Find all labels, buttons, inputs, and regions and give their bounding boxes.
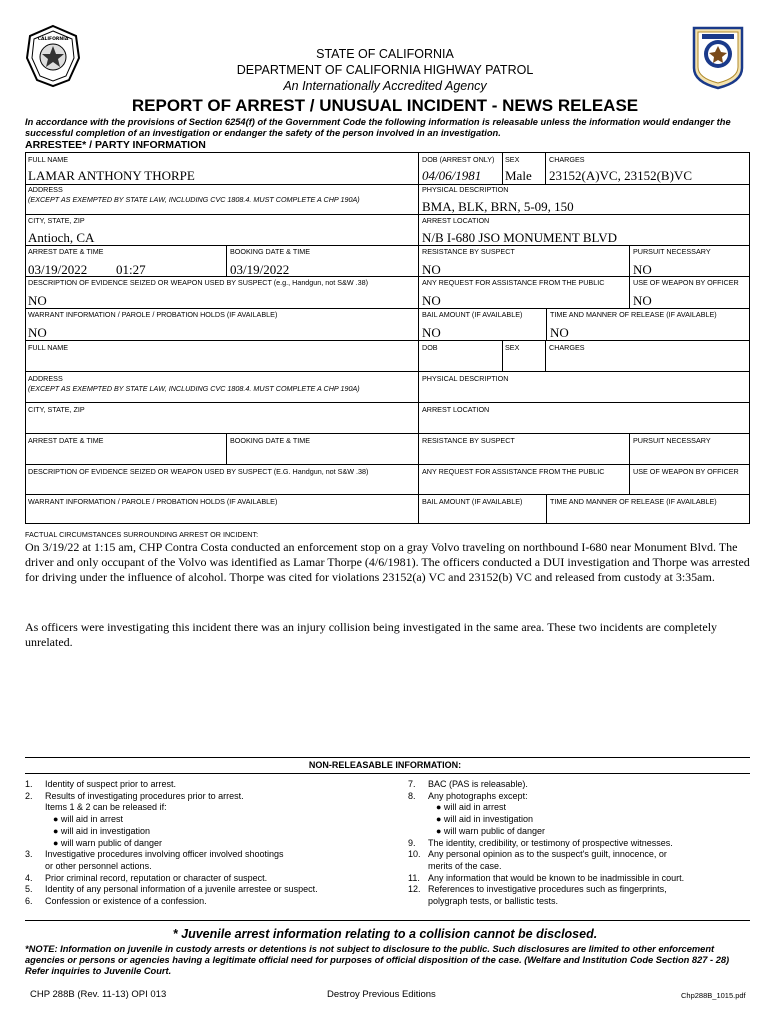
label-resistance: RESISTANCE BY SUSPECT xyxy=(422,247,515,256)
label-address-2: ADDRESS xyxy=(28,374,63,383)
label-evidence: DESCRIPTION OF EVIDENCE SEIZED OR WEAPON USED BY SUSPECT (e.g., Handgun, not S&W .38) xyxy=(28,278,369,287)
value-weapon-officer[interactable]: NO xyxy=(633,293,652,308)
label-assistance: ANY REQUEST FOR ASSISTANCE FROM THE PUBLIC xyxy=(422,278,605,287)
label-address-note-2: (EXCEPT AS EXEMPTED BY STATE LAW, INCLUDING CVC 1808.4. MUST COMPLETE A CHP 190A) xyxy=(28,384,360,393)
list-item: or other personnel actions. xyxy=(45,860,152,871)
label-city-2: CITY, STATE, ZIP xyxy=(28,405,85,414)
non-releasable-right-list xyxy=(408,779,748,908)
label-sex: SEX xyxy=(505,155,520,164)
divider xyxy=(25,757,750,758)
footer-form-number: CHP 288B (Rev. 11-13) OPI 013 xyxy=(30,989,167,1000)
svg-text:CALIFORNIA: CALIFORNIA xyxy=(37,37,69,42)
label-weapon-officer: USE OF WEAPON BY OFFICER xyxy=(633,278,739,287)
list-item: ● will aid in arrest xyxy=(436,802,506,813)
label-physical-description-2: PHYSICAL DESCRIPTION xyxy=(422,374,509,383)
list-item: 10. Any personal opinion as to the suspect's guilt, innocence, or xyxy=(408,849,667,860)
label-full-name: FULL NAME xyxy=(28,155,69,164)
juvenile-note: *NOTE: Information on juvenile in custody arrests or detentions is not subject to disclosure to the public. Such disclosures are limited to other enforcement agencies or persons or agencies having a legitimate official need for purposes of official disposition of the case. (Welfare and Institution Code Section 827 - 28) Refer inquiries to Juvenile Court. xyxy=(25,944,730,976)
label-bail: BAIL AMOUNT (IF AVAILABLE) xyxy=(422,310,523,319)
list-item: 4. Prior criminal record, reputation or character of suspect. xyxy=(25,872,268,883)
label-full-name-2: FULL NAME xyxy=(28,343,69,352)
label-assistance-2: ANY REQUEST FOR ASSISTANCE FROM THE PUBLIC xyxy=(422,467,605,476)
label-warrant-2: WARRANT INFORMATION / PAROLE / PROBATION HOLDS (IF AVAILABLE) xyxy=(28,497,278,506)
label-arrest-location-2: ARREST LOCATION xyxy=(422,405,490,414)
value-charges[interactable]: 23152(A)VC, 23152(B)VC xyxy=(549,168,692,183)
list-item: 1. Identity of suspect prior to arrest. xyxy=(25,779,177,789)
value-release[interactable]: NO xyxy=(550,325,569,340)
value-assistance[interactable]: NO xyxy=(422,293,441,308)
label-evidence-2: DESCRIPTION OF EVIDENCE SEIZED OR WEAPON USED BY SUSPECT (E.G. Handgun, not S&W .38) xyxy=(28,467,369,476)
non-releasable-title: NON-RELEASABLE INFORMATION: xyxy=(308,760,462,770)
list-item: 11. Any information that would be known to be inadmissible in court. xyxy=(408,872,685,883)
list-item: 2. Results of investigating procedures prior to arrest. xyxy=(25,790,244,801)
footer-filename: Chp288B_1015.pdf xyxy=(681,991,746,1000)
value-physical-description[interactable]: BMA, BLK, BRN, 5-09, 150 xyxy=(422,199,574,214)
label-release: TIME AND MANNER OF RELEASE (IF AVAILABLE) xyxy=(550,310,717,319)
divider xyxy=(25,920,750,921)
non-releasable-left-list xyxy=(25,779,395,908)
label-resistance-2: RESISTANCE BY SUSPECT xyxy=(422,436,515,445)
value-resistance[interactable]: NO xyxy=(422,262,441,277)
label-weapon-officer-2: USE OF WEAPON BY OFFICER xyxy=(633,467,739,476)
list-item: ● will aid in arrest xyxy=(53,814,123,825)
label-booking-date-2: BOOKING DATE & TIME xyxy=(230,436,311,445)
value-arrest-time[interactable]: 01:27 xyxy=(116,262,146,277)
list-item: ● will warn public of danger xyxy=(53,837,162,848)
list-item: 12. References to investigative procedures such as fingerprints, xyxy=(408,884,667,895)
label-arrest-date: ARREST DATE & TIME xyxy=(28,247,104,256)
label-bail-2: BAIL AMOUNT (IF AVAILABLE) xyxy=(422,497,523,506)
label-pursuit-2: PURSUIT NECESSARY xyxy=(633,436,711,445)
label-physical-description: PHYSICAL DESCRIPTION xyxy=(422,185,509,194)
narrative-paragraph-1: On 3/19/22 at 1:15 am, CHP Contra Costa conducted an enforcement stop on a gray Volvo traveling on northbound I-680 near Monument Blvd. The driver and only occupant of the Volvo was identified as Lamar Thorpe (4/6/1981). The officers conducted a DUI investigation and Thorpe was arrested for driving under the influence of alcohol. Thorpe was cited for violations 23152(a) VC and 23152(b) VC and released from custody at 3:35am. xyxy=(25,540,750,584)
value-full-name[interactable]: LAMAR ANTHONY THORPE xyxy=(28,168,195,183)
divider xyxy=(25,773,750,774)
list-item: ● will aid in investigation xyxy=(436,814,533,825)
list-item: 5. Identity of any personal information of a juvenile arrestee or suspect. xyxy=(25,884,318,895)
header-accreditation: An Internationally Accredited Agency xyxy=(283,79,487,93)
label-charges: CHARGES xyxy=(549,155,585,164)
value-dob[interactable]: 04/06/1981 xyxy=(422,168,482,183)
label-city: CITY, STATE, ZIP xyxy=(28,216,85,225)
list-item: 6. Confession or existence of a confession. xyxy=(25,896,207,907)
label-arrest-date-2: ARREST DATE & TIME xyxy=(28,436,104,445)
value-city[interactable]: Antioch, CA xyxy=(28,230,95,245)
label-arrest-location: ARREST LOCATION xyxy=(422,216,490,225)
label-sex-2: SEX xyxy=(505,343,520,352)
intro-text: In accordance with the provisions of Section 6254(f) of the Government Code the following information is releasable unless the information would endanger the successful completion of an investigation or endanger the safety of the person involved in an investigation. xyxy=(25,117,731,138)
list-item: merits of the case. xyxy=(428,860,502,871)
list-item: ● will warn public of danger xyxy=(436,825,545,836)
page-title: REPORT OF ARREST / UNUSUAL INCIDENT - NEWS RELEASE xyxy=(131,96,639,115)
value-warrant[interactable]: NO xyxy=(28,325,47,340)
value-pursuit[interactable]: NO xyxy=(633,262,652,277)
label-pursuit: PURSUIT NECESSARY xyxy=(633,247,711,256)
list-item: 7. BAC (PAS is releasable). xyxy=(408,779,528,789)
value-sex[interactable]: Male xyxy=(505,168,532,183)
label-warrant: WARRANT INFORMATION / PAROLE / PROBATION HOLDS (IF AVAILABLE) xyxy=(28,310,278,319)
juvenile-notice: * Juvenile arrest information relating to a collision cannot be disclosed. xyxy=(172,927,598,941)
list-item: 3. Investigative procedures involving officer involved shootings xyxy=(25,849,284,860)
label-booking-date: BOOKING DATE & TIME xyxy=(230,247,311,256)
value-arrest-date[interactable]: 03/19/2022 xyxy=(28,262,88,277)
footer-center: Destroy Previous Editions xyxy=(327,989,436,1000)
value-evidence[interactable]: NO xyxy=(28,293,47,308)
value-booking-date[interactable]: 03/19/2022 xyxy=(230,262,290,277)
header-department: DEPARTMENT OF CALIFORNIA HIGHWAY PATROL xyxy=(236,63,534,77)
list-item: Items 1 & 2 can be released if: xyxy=(45,802,167,813)
list-item: ● will aid in investigation xyxy=(53,825,150,836)
list-item: polygraph tests, or ballistic tests. xyxy=(428,896,559,907)
label-address-note: (EXCEPT AS EXEMPTED BY STATE LAW, INCLUDING CVC 1808.4. MUST COMPLETE A CHP 190A) xyxy=(28,195,360,204)
label-release-2: TIME AND MANNER OF RELEASE (IF AVAILABLE) xyxy=(550,497,717,506)
label-charges-2: CHARGES xyxy=(549,343,585,352)
narrative-paragraph-2: As officers were investigating this incident there was an injury collision being investigated in the same area. These two incidents are completely unrelated. xyxy=(25,620,718,649)
list-item: 8. Any photographs except: xyxy=(408,790,528,801)
value-bail[interactable]: NO xyxy=(422,325,441,340)
label-dob: DOB (ARREST ONLY) xyxy=(422,155,495,164)
label-address: ADDRESS xyxy=(28,185,63,194)
list-item: 9. The identity, credibility, or testimony of prospective witnesses. xyxy=(408,837,673,848)
label-factual: FACTUAL CIRCUMSTANCES SURROUNDING ARREST OR INCIDENT: xyxy=(25,530,259,539)
label-dob-2: DOB xyxy=(422,343,438,352)
value-arrest-location[interactable]: N/B I-680 JSO MONUMENT BLVD xyxy=(422,230,618,245)
header-state: STATE OF CALIFORNIA xyxy=(316,47,454,61)
section-title: ARRESTEE* / PARTY INFORMATION xyxy=(25,139,206,151)
